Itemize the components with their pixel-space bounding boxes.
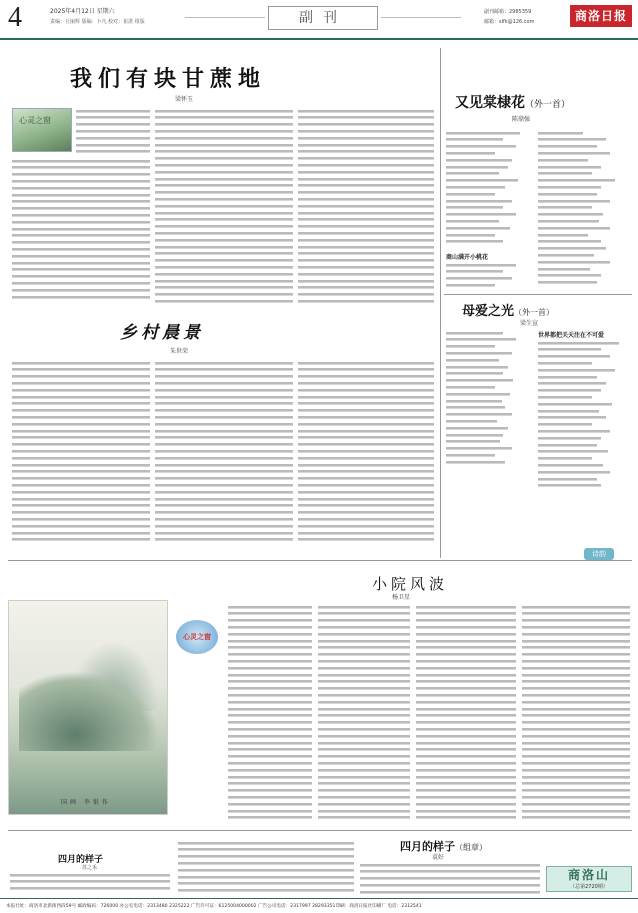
masthead — [0, 0, 638, 40]
article4-title: 乡村晨景 — [120, 323, 204, 343]
article4-text-col3 — [298, 360, 434, 546]
section-title: 副刊 — [268, 6, 378, 30]
article6-text-col1 — [178, 840, 354, 896]
section-divider — [8, 830, 632, 831]
article5-text-col2 — [318, 604, 410, 824]
article3-title-text: 母爱之光 — [462, 304, 515, 319]
article2-subheading: 商山满开小桃花 — [446, 254, 489, 261]
article4-text-col2 — [155, 360, 293, 546]
article6-subtitle: （组章） — [455, 843, 487, 852]
article5-text-col3 — [416, 604, 516, 824]
article7-title: 四月的样子 — [58, 855, 104, 865]
page-number: 4 — [8, 2, 22, 33]
article5-title: 小院风波 — [372, 575, 449, 593]
article1-image — [12, 108, 72, 152]
article3-poem-col2 — [538, 340, 628, 500]
article2-title — [455, 92, 570, 112]
article2-poem-col2 — [538, 130, 628, 290]
article2-title-text: 又见棠棣花 — [455, 95, 525, 111]
article5-text-col4 — [522, 604, 630, 824]
column-divider — [440, 48, 441, 558]
article1-text-col3 — [298, 108, 434, 306]
article1-text-col1a — [76, 108, 150, 156]
newspaper-logo: 商洛日报 — [570, 5, 632, 27]
article3-title — [462, 300, 554, 319]
badge-icon: 心灵之窗 — [176, 620, 218, 654]
article7-author: 苏之禾 — [82, 865, 98, 871]
article3-subtitle: （外一首） — [514, 308, 555, 317]
article1-title: 我们有块甘蔗地 — [70, 66, 267, 92]
article5-text-col1 — [228, 604, 312, 824]
article2-poem-col1b — [446, 262, 528, 290]
section-divider — [8, 560, 632, 561]
article3-subheading: 世界都把关天注在不可爱 — [538, 332, 605, 339]
article5-author: 杨卫星 — [392, 594, 411, 601]
article3-author: 梁生宣 — [520, 320, 539, 327]
article1-text-col2 — [155, 108, 293, 306]
article1-author: 梁怀玉 — [175, 96, 194, 103]
article4-text-col1 — [12, 360, 150, 546]
email: 邮箱：slfk@126.com — [484, 19, 535, 25]
article1-image-caption: 心灵之窗 — [19, 116, 51, 125]
staff-line: 责编：丘丽辉 版编：卜凡 校对：崔湛 组版 — [50, 19, 145, 25]
shangluo-column-badge — [546, 866, 632, 892]
hotline: 副刊邮箱：2985359 — [484, 9, 532, 15]
article6-title-text: 四月的样子 — [400, 840, 455, 853]
ink-painting — [8, 600, 168, 815]
shangluo-issue: （总第2720期） — [570, 884, 608, 890]
article3-poem-col1 — [446, 330, 528, 470]
shangluo-title: 商洛山 — [567, 868, 610, 882]
article2-author: 陈鼎强 — [512, 116, 531, 123]
article6-author: 袁好 — [432, 854, 445, 861]
section-divider — [444, 294, 632, 295]
article2-subtitle: （外一首） — [525, 100, 571, 110]
poetry-stamp: 诗韵 — [584, 548, 614, 560]
footer: 本报社址：商洛市北新街西段59号 邮政编码：726000 办公室电话：2313480 2325222 广告许可证：6125004000002 广告公司电话：2317997 28293351印刷：商洛日报社印刷厂 电话：2312541 — [0, 898, 638, 913]
article2-poem-col1 — [446, 130, 528, 246]
painting-caption: 国画 李银作 — [61, 799, 111, 806]
article4-author: 朱世荣 — [170, 348, 189, 355]
article6-text-col2 — [360, 862, 540, 896]
article7-text — [10, 872, 170, 896]
issue-date: 2025年4月12日 星期六 — [50, 8, 115, 15]
article1-text-col1b — [12, 158, 150, 306]
